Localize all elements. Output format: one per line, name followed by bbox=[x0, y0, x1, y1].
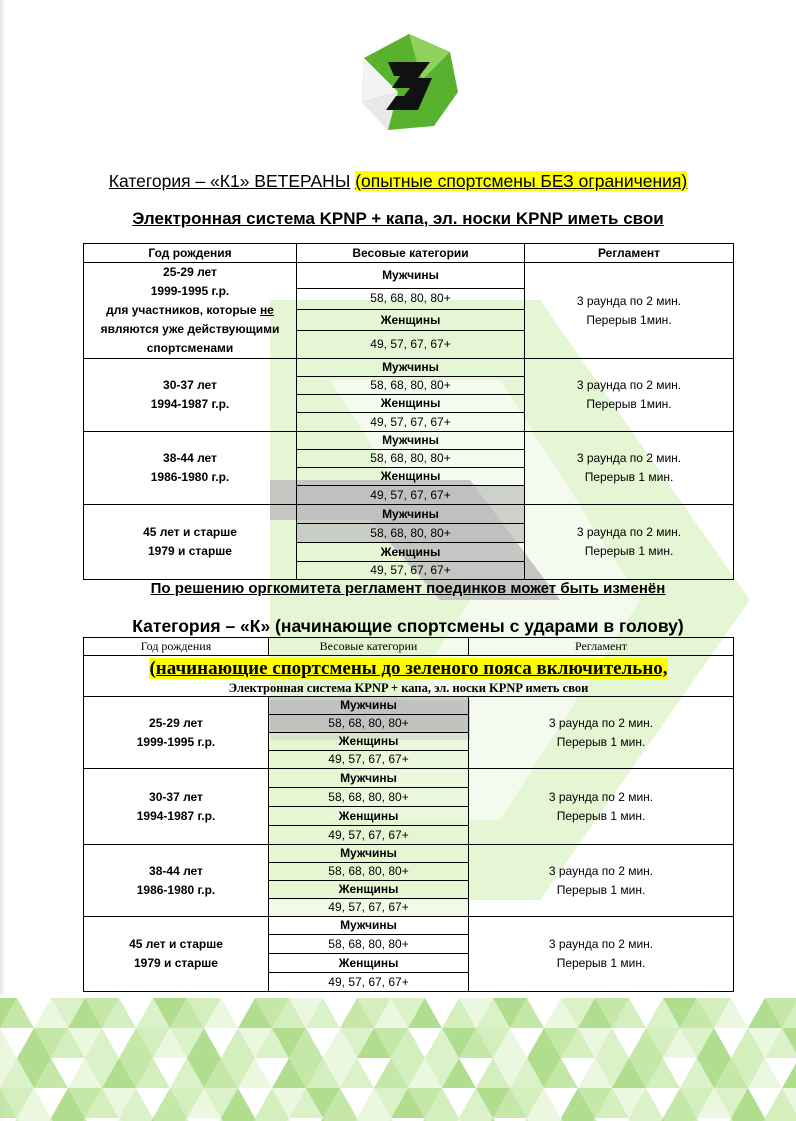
category-k-title: Категория – «К» (начинающие спортсмены с ударами в голову) bbox=[132, 616, 684, 636]
header-birth-year: Год рождения bbox=[84, 244, 297, 263]
age-cell bbox=[84, 845, 269, 917]
regulation-cell bbox=[469, 697, 734, 769]
women-label: Женщины bbox=[297, 309, 525, 330]
men-label: Мужчины bbox=[297, 359, 525, 377]
rounds-text: 3 раунда по 2 мин. bbox=[576, 525, 682, 539]
regulation-cell bbox=[525, 263, 734, 359]
age-range: 38-44 лет bbox=[149, 863, 203, 878]
birth-years: 1994-1987 г.р. bbox=[150, 397, 230, 411]
birth-years: 1994-1987 г.р. bbox=[136, 808, 216, 823]
women-weights: 49, 57, 67, 67+ bbox=[297, 413, 525, 432]
category-k1-title-highlight: (опытные спортсмены БЕЗ ограничения) bbox=[355, 171, 688, 191]
age-range: 25-29 лет bbox=[163, 265, 217, 279]
men-weights: 58, 68, 80, 80+ bbox=[297, 524, 525, 543]
category-k1-title bbox=[0, 169, 796, 193]
men-weights: 58, 68, 80, 80+ bbox=[297, 288, 525, 309]
age-cell bbox=[84, 263, 297, 359]
age-cell bbox=[84, 697, 269, 769]
regulation-cell bbox=[525, 359, 734, 432]
break-text: Перерыв 1 мин. bbox=[556, 956, 646, 970]
equipment-requirement-k1: Электронная система KPNP + капа, эл. носки KPNP иметь свои bbox=[132, 209, 664, 228]
rounds-text: 3 раунда по 2 мин. bbox=[576, 378, 682, 392]
women-label: Женщины bbox=[269, 733, 469, 751]
birth-years: 1986-1980 г.р. bbox=[136, 882, 216, 897]
beginner-banner bbox=[84, 656, 734, 697]
break-text: Перерыв 1 мин. bbox=[556, 808, 646, 823]
rounds-text: 3 раунда по 2 мин. bbox=[548, 715, 654, 730]
women-label: Женщины bbox=[269, 807, 469, 826]
men-weights: 58, 68, 80, 80+ bbox=[269, 715, 469, 733]
break-text: Перерыв 1 мин. bbox=[556, 734, 646, 749]
women-weights: 49, 57, 67, 67+ bbox=[269, 751, 469, 769]
men-label: Мужчины bbox=[269, 845, 469, 863]
header-regulation: Регламент bbox=[525, 244, 734, 263]
men-label: Мужчины bbox=[269, 697, 469, 715]
break-text: Перерыв 1мин. bbox=[586, 312, 672, 327]
kpnp-shield-logo-icon bbox=[358, 32, 460, 132]
header-weight-categories: Весовые категории bbox=[297, 244, 525, 263]
rounds-text: 3 раунда по 2 мин. bbox=[576, 293, 682, 308]
men-weights: 58, 68, 80, 80+ bbox=[297, 450, 525, 468]
header-birth-year: Год рождения bbox=[84, 638, 269, 656]
regulation-cell bbox=[525, 505, 734, 580]
birth-years: 1979 и старше bbox=[148, 544, 232, 558]
age-cell bbox=[84, 359, 297, 432]
women-label: Женщины bbox=[297, 395, 525, 413]
participant-note: для участников, которые не являются уже действующими спортсменами bbox=[100, 303, 280, 355]
k-beginners-table bbox=[83, 637, 734, 992]
header-weight-categories: Весовые категории bbox=[269, 638, 469, 656]
age-cell bbox=[84, 505, 297, 580]
regulation-cell bbox=[525, 432, 734, 505]
organizing-committee-note: По решению оргкомитета регламент поединков может быть изменён bbox=[150, 580, 666, 597]
men-label: Мужчины bbox=[297, 263, 525, 289]
men-weights: 58, 68, 80, 80+ bbox=[297, 377, 525, 395]
break-text: Перерыв 1 мин. bbox=[556, 882, 646, 897]
men-label: Мужчины bbox=[297, 505, 525, 524]
age-range: 38-44 лет bbox=[163, 451, 217, 465]
men-weights: 58, 68, 80, 80+ bbox=[269, 863, 469, 881]
rounds-text: 3 раунда по 2 мин. bbox=[548, 937, 654, 951]
women-weights: 49, 57, 67, 67+ bbox=[269, 973, 469, 992]
rounds-text: 3 раунда по 2 мин. bbox=[548, 863, 654, 878]
men-label: Мужчины bbox=[297, 432, 525, 450]
beginner-banner-subtext: Электронная система KPNP + капа, эл. носки KPNP иметь свои bbox=[228, 680, 589, 695]
women-label: Женщины bbox=[269, 881, 469, 899]
men-weights: 58, 68, 80, 80+ bbox=[269, 788, 469, 807]
men-label: Мужчины bbox=[269, 769, 469, 788]
women-weights: 49, 57, 67, 67+ bbox=[269, 899, 469, 917]
header-regulation: Регламент bbox=[469, 638, 734, 656]
rounds-text: 3 раунда по 2 мин. bbox=[576, 451, 682, 465]
age-cell bbox=[84, 432, 297, 505]
women-label: Женщины bbox=[269, 954, 469, 973]
birth-years: 1986-1980 г.р. bbox=[150, 470, 230, 484]
regulation-cell bbox=[469, 917, 734, 992]
k1-veterans-table bbox=[83, 243, 734, 580]
break-text: Перерыв 1мин. bbox=[586, 397, 672, 411]
footer-triangle-pattern bbox=[0, 995, 796, 1121]
regulation-cell bbox=[469, 769, 734, 845]
birth-years: 1999-1995 г.р. bbox=[136, 734, 216, 749]
birth-years: 1979 и старше bbox=[134, 956, 218, 970]
men-weights: 58, 68, 80, 80+ bbox=[269, 935, 469, 954]
regulation-cell bbox=[469, 845, 734, 917]
rounds-text: 3 раунда по 2 мин. bbox=[548, 789, 654, 804]
break-text: Перерыв 1 мин. bbox=[584, 470, 674, 484]
age-cell bbox=[84, 769, 269, 845]
beginner-banner-text: (начинающие спортсмены до зеленого пояса включительно, bbox=[149, 657, 668, 679]
age-cell bbox=[84, 917, 269, 992]
men-label: Мужчины bbox=[269, 917, 469, 935]
women-label: Женщины bbox=[297, 468, 525, 486]
category-k1-title-prefix: Категория – «К1» ВЕТЕРАНЫ bbox=[108, 171, 351, 191]
women-weights: 49, 57, 67, 67+ bbox=[297, 486, 525, 505]
break-text: Перерыв 1 мин. bbox=[584, 544, 674, 558]
age-range: 45 лет и старше bbox=[143, 525, 237, 539]
women-label: Женщины bbox=[297, 543, 525, 562]
age-range: 30-37 лет bbox=[163, 378, 217, 392]
age-range: 45 лет и старше bbox=[129, 937, 223, 951]
age-range: 25-29 лет bbox=[149, 715, 203, 730]
age-range: 30-37 лет bbox=[149, 789, 203, 804]
women-weights: 49, 57, 67, 67+ bbox=[297, 331, 525, 359]
women-weights: 49, 57, 67, 67+ bbox=[297, 562, 525, 580]
women-weights: 49, 57, 67, 67+ bbox=[269, 826, 469, 845]
birth-years: 1999-1995 г.р. bbox=[150, 284, 230, 298]
